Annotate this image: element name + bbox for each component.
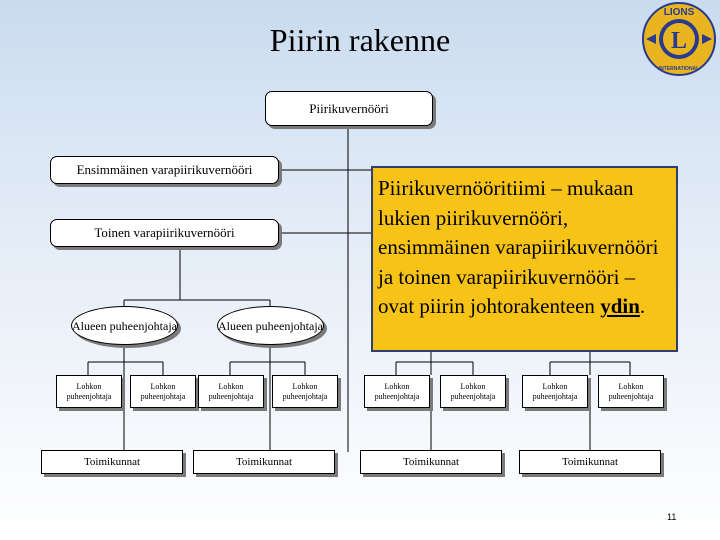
region-chair-label: Lohkon puheenjohtaja [282,381,328,401]
region-chair-box [130,375,196,408]
zone-chair-oval [217,306,324,345]
second-vice-governor-box [50,219,279,247]
governor-box [265,91,433,126]
governor-team-callout [371,166,678,352]
region-chair-label: Lohkon puheenjohtaja [374,381,420,401]
region-chair-box [440,375,506,408]
region-chair-label: Lohkon puheenjohtaja [532,381,578,401]
region-chair-box [598,375,664,408]
committee-box [360,450,502,474]
svg-text:LIONS: LIONS [663,7,695,18]
callout-end: . [639,294,646,318]
region-chair-label: Lohkon puheenjohtaja [140,381,186,401]
committee-box [519,450,661,474]
region-chair-box [272,375,338,408]
region-chair-box [198,375,264,408]
callout-emphasis: ydin [600,294,640,318]
callout-text: Piirikuvernööritiimi – mukaan lukien piirikuvernööri, ensimmäinen varapiirikuvernööri ja toinen varapiirikuvernööri – ovat piirin johtorakenteen [378,176,659,318]
governor-label: Piirikuvernööri [309,100,389,116]
region-chair-label: Lohkon puheenjohtaja [450,381,496,401]
committee-label: Toimikunnat [83,456,141,468]
region-chair-label: Lohkon puheenjohtaja [608,381,654,401]
committee-box [41,450,183,474]
zone-chair-oval [71,306,178,345]
zone-chair-label: Alueen puheenjohtaja [72,318,177,333]
committee-label: Toimikunnat [402,456,460,468]
committee-label: Toimikunnat [235,456,293,468]
committee-label: Toimikunnat [561,456,619,468]
first-vice-governor-box [50,156,279,184]
first-vice-label: Ensimmäinen varapiirikuvernööri [76,162,253,177]
region-chair-box [364,375,430,408]
committee-box [193,450,335,474]
zone-chair-label: Alueen puheenjohtaja [218,318,323,333]
second-vice-label: Toinen varapiirikuvernööri [94,225,235,240]
region-chair-box [522,375,588,408]
svg-text:L: L [670,28,688,54]
region-chair-box [56,375,122,408]
svg-text:INTERNATIONAL: INTERNATIONAL [658,66,700,72]
slide-title: Piirin rakenne [269,22,451,58]
page-number: 11 [667,512,677,522]
region-chair-label: Lohkon puheenjohtaja [66,381,112,401]
region-chair-label: Lohkon puheenjohtaja [208,381,254,401]
